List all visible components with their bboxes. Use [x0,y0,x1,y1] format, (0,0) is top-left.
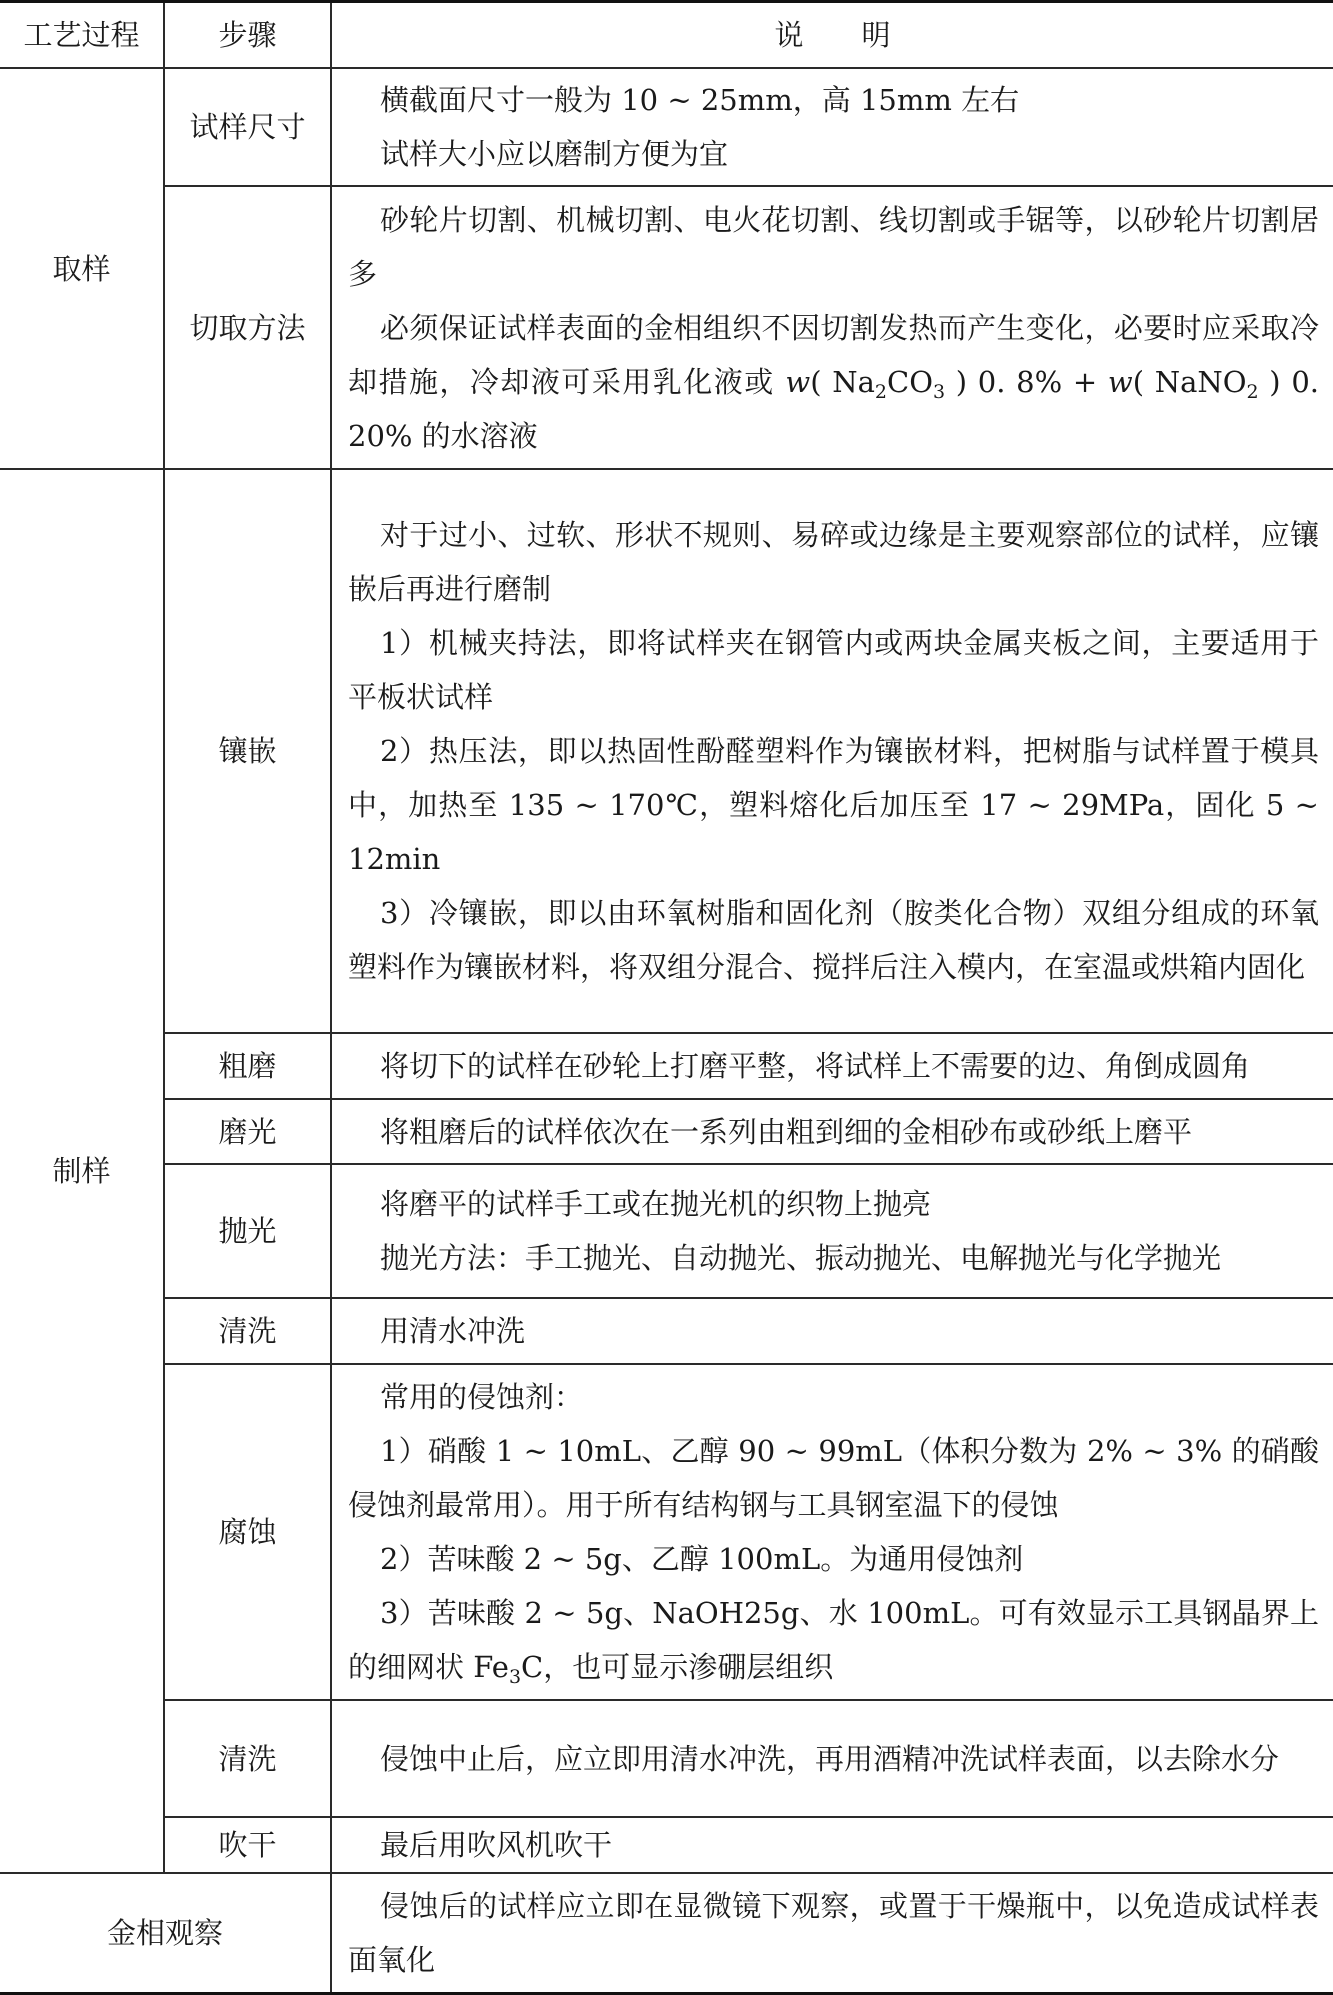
description-text: 将磨平的试样手工或在抛光机的织物上抛亮 [380,1187,932,1221]
description-cell [331,1364,1333,1700]
description-text: 砂轮片切割、机械切割、电火花切割、线切割或手锯等，以砂轮片切割居多 [348,202,1319,291]
table-row [0,68,1333,186]
group-sampling: 取样 [0,68,164,469]
description-text: 将切下的试样在砂轮上打磨平整，将试样上不需要的边、角倒成圆角 [380,1049,1251,1083]
group-observation: 金相观察 [0,1873,331,1993]
group-preparation: 制样 [0,469,164,1873]
step-cell: 吹干 [164,1817,331,1873]
description-text: 侵蚀中止后，应立即用清水冲洗，再用酒精冲洗试样表面，以去除水分 [380,1741,1280,1776]
description-cell [331,186,1333,469]
description-cell [331,1817,1333,1873]
description-text: 3）苦味酸 2 ~ 5g、NaOH25g、水 100mL。可有效显示工具钢晶界上的细网状 $Fe_3C$，也可显示渗硼层组织 [348,1596,1319,1688]
description-cell [331,469,1333,1033]
description-text: 试样大小应以磨制方便为宜 [380,137,729,171]
table-row [0,1099,1333,1164]
description-text: 抛光方法：手工抛光、自动抛光、振动抛光、电解抛光与化学抛光 [380,1241,1222,1275]
header-process: 工艺过程 [0,2,164,69]
description-cell [331,1700,1333,1817]
description-text: 2）热压法，即以热固性酚醛塑料作为镶嵌材料，把树脂与试样置于模具中，加热至 135 ~ 170℃，塑料熔化后加压至 17 ~ 29MPa，固化 5 ~ 12min [348,734,1319,876]
description-cell [331,68,1333,186]
step-cell: 切取方法 [164,186,331,469]
table-row [0,1364,1333,1700]
step-cell: 镶嵌 [164,469,331,1033]
table-row [0,1164,1333,1298]
description-text: 对于过小、过软、形状不规则、易碎或边缘是主要观察部位的试样，应镶嵌后再进行磨制 [348,518,1319,606]
description-cell [331,1298,1333,1364]
description-text: 将粗磨后的试样依次在一系列由粗到细的金相砂布或砂纸上磨平 [380,1114,1193,1149]
table-row [0,1033,1333,1099]
description-cell [331,1873,1333,1993]
step-cell: 清洗 [164,1298,331,1364]
description-text: 1）机械夹持法，即将试样夹在钢管内或两块金属夹板之间，主要适用于平板状试样 [348,626,1319,714]
description-text: 横截面尺寸一般为 10 ~ 25mm，高 15mm 左右 [380,83,1020,117]
description-text: 必须保证试样表面的金相组织不因切割发热而产生变化，必要时应采取冷却措施，冷却液可采用乳化液或 w( $Na_2CO_3$ ) 0. 8% + w( NaNO$_2$ ) 0. 20% 的水溶液 [348,310,1319,453]
description-text: 用清水冲洗 [380,1314,526,1348]
step-cell: 抛光 [164,1164,331,1298]
step-cell: 粗磨 [164,1033,331,1099]
header-step: 步骤 [164,2,331,69]
description-text: 3）冷镶嵌，即以由环氧树脂和固化剂（胺类化合物）双组分组成的环氧塑料作为镶嵌材料，将双组分混合、搅拌后注入模内，在室温或烘箱内固化 [348,896,1319,984]
table-row [0,1817,1333,1873]
table-row [0,186,1333,469]
description-text: 侵蚀后的试样应立即在显微镜下观察，或置于干燥瓶中，以免造成试样表面氧化 [348,1888,1319,1977]
table-row [0,1873,1333,1993]
header-row [0,2,1333,69]
step-cell: 清洗 [164,1700,331,1817]
table-row [0,1700,1333,1817]
description-text: 最后用吹风机吹干 [380,1828,613,1862]
table-row [0,469,1333,1033]
description-cell [331,1099,1333,1164]
description-cell [331,1164,1333,1298]
step-cell: 磨光 [164,1099,331,1164]
description-text: 常用的侵蚀剂： [380,1380,584,1414]
table-row [0,1298,1333,1364]
step-cell: 腐蚀 [164,1364,331,1700]
description-text: 1）硝酸 1 ~ 10mL、乙醇 90 ~ 99mL（体积分数为 2% ~ 3% 的硝酸侵蚀剂最常用）。用于所有结构钢与工具钢室温下的侵蚀 [348,1434,1319,1522]
step-cell: 试样尺寸 [164,68,331,186]
description-cell [331,1033,1333,1099]
description-text: 2）苦味酸 2 ~ 5g、乙醇 100mL。为通用侵蚀剂 [380,1542,1024,1576]
header-description: 说 明 [331,2,1333,69]
